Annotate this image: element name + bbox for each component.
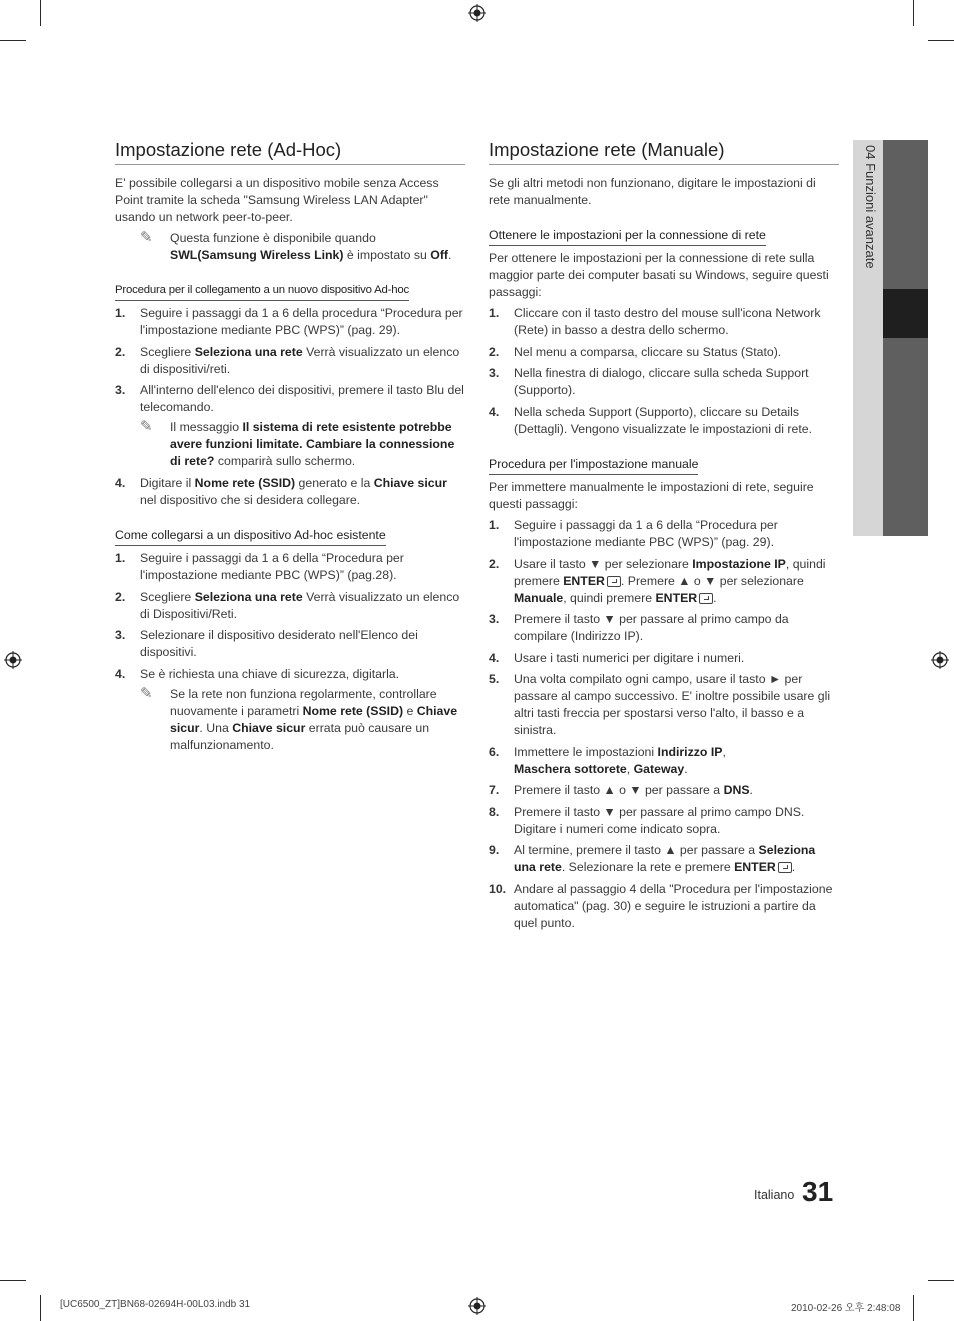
crop-mark <box>928 1280 954 1281</box>
list-item: 8. Premere il tasto ▼ per passare al primo campo DNS. Digitare i numeri come indicato sopra. <box>489 804 805 836</box>
note: ✎ Se la rete non funziona regolarmente, controllare nuovamente i parametri Nome rete (SSID) e Chiave sicur. Una Chiave sicur errata può causare un malfunzionamento. <box>140 684 458 752</box>
list-item: 3. Premere il tasto ▼ per passare al primo campo da compilare (Indirizzo IP). <box>489 612 789 643</box>
steps-existing-device <box>115 550 465 754</box>
pencil-note-icon: ✎ <box>140 229 153 246</box>
crop-mark <box>913 0 914 26</box>
list-item: 1. Seguire i passaggi da 1 a 6 della “Procedura per l'impostazione mediante PBC (WPS)” (pag.28). <box>115 551 404 582</box>
steps-new-device <box>115 305 465 509</box>
intro-text: Se gli altri metodi non funzionano, digitare le impostazioni di rete manualmente. <box>489 176 816 207</box>
list-item: 6. Immettere le impostazioni Indirizzo IP, Maschera sottorete, Gateway. <box>489 744 726 776</box>
subheading-get-settings: Ottenere le impostazioni per la connessione di rete <box>489 227 766 246</box>
crop-mark <box>40 0 41 26</box>
page-number: 31 <box>802 1176 834 1207</box>
subheading-new-device: Procedura per il collegamento a un nuovo dispositivo Ad-hoc <box>115 282 409 301</box>
crop-mark <box>0 40 26 41</box>
right-column <box>489 138 839 936</box>
intro-text: E' possibile collegarsi a un dispositivo mobile senza Access Point tramite la scheda "Samsung Wireless LAN Adapter" usando un network peer-to-peer. <box>115 176 439 224</box>
list-item: 2. Scegliere Seleziona una rete Verrà visualizzato un elenco di dispositivi/reti. <box>115 344 460 376</box>
note: ✎ Il messaggio Il sistema di rete esistente potrebbe avere funzioni limitate. Cambiare la connessione di rete? comparirà sullo schermo. <box>140 418 455 468</box>
paragraph: Per immettere manualmente le impostazioni di rete, seguire questi passaggi: <box>489 480 814 511</box>
side-tab-dark <box>883 140 928 536</box>
enter-key-icon <box>607 576 621 587</box>
pencil-note-icon: ✎ <box>140 418 153 435</box>
print-date: 2010-02-26 오후 2:48:08 <box>791 1303 901 1314</box>
registration-mark-icon <box>4 651 22 669</box>
crop-mark <box>928 40 954 41</box>
print-file-info: [UC6500_ZT]BN68-02694H-00L03.indb 31 <box>60 1299 251 1310</box>
list-item: 7. Premere il tasto ▲ o ▼ per passare a DNS. <box>489 783 753 797</box>
chapter-label: 04 Funzioni avanzate <box>863 145 878 269</box>
list-item: 4. Se è richiesta una chiave di sicurezza, digitarla. ✎ Se la rete non funziona regolarmente, controllare nuovamente i parametri Nome rete (SSID) e Chiave sicur. Una Chiave sicur errata può causare un malfunzionamento. <box>115 666 465 754</box>
registration-mark-icon <box>931 651 949 669</box>
list-item: 4. Digitare il Nome rete (SSID) generato e la Chiave sicur nel dispositivo che si desidera collegare. <box>115 475 447 507</box>
list-item: 4. Usare i tasti numerici per digitare i numeri. <box>489 650 745 665</box>
list-item: 10. Andare al passaggio 4 della "Procedura per l'impostazione automatica" (pag. 30) e seguire le istruzioni a partire da quel punto. <box>489 881 833 930</box>
list-item: 1. Cliccare con il tasto destro del mouse sull'icona Network (Rete) in basso a destra dello schermo. <box>489 306 821 337</box>
paragraph: Per ottenere le impostazioni per la connessione di rete sulla maggior parte dei computer basati su Windows, seguire questi passaggi: <box>489 251 829 299</box>
list-item: 2. Usare il tasto ▼ per selezionare Impostazione IP, quindi premere ENTER . Premere ▲ o ▼ per selezionare Manuale, quindi premere ENTER . <box>489 556 826 605</box>
steps-manual-procedure <box>489 517 839 932</box>
subheading-manual-procedure: Procedura per l'impostazione manuale <box>489 456 698 475</box>
pencil-note-icon: ✎ <box>140 684 153 702</box>
list-item: 2. Nel menu a comparsa, cliccare su Status (Stato). <box>489 344 782 359</box>
language-label: Italiano <box>754 1188 795 1202</box>
crop-mark <box>0 1280 26 1281</box>
list-item: 9. Al termine, premere il tasto ▲ per passare a Seleziona una rete. Selezionare la rete e premere ENTER . <box>489 843 816 874</box>
list-item: 1. Seguire i passaggi da 1 a 6 della “Procedura per l'impostazione mediante PBC (WPS)” (pag. 29). <box>489 518 778 549</box>
crop-mark <box>913 1295 914 1321</box>
list-item: 3. Nella finestra di dialogo, cliccare sulla scheda Support (Supporto). <box>489 366 809 397</box>
enter-key-icon <box>778 862 792 873</box>
enter-key-icon <box>699 593 713 604</box>
subheading-existing-device: Come collegarsi a un dispositivo Ad-hoc esistente <box>115 527 386 546</box>
list-item: 5. Una volta compilato ogni campo, usare il tasto ► per passare al campo successivo. E' inoltre possibile usare gli altri tasti freccia per spostarsi verso l'alto, il basso e a sinistra. <box>489 672 831 737</box>
section-title-adhoc: Impostazione rete (Ad-Hoc) <box>115 138 465 165</box>
list-item: 3. All'interno dell'elenco dei dispositivi, premere il tasto Blu del telecomando. ✎ Il messaggio Il sistema di rete esistente potrebbe avere funzioni limitate. Cambiare la connessione di rete? comparirà sullo schermo. <box>115 383 464 468</box>
list-item: 2. Scegliere Seleziona una rete Verrà visualizzato un elenco di Dispositivi/Reti. <box>115 589 460 621</box>
note: ✎ Questa funzione è disponibile quando SWL(Samsung Wireless Link) è impostato su Off. <box>140 229 452 262</box>
crop-mark <box>40 1295 41 1321</box>
list-item: 1. Seguire i passaggi da 1 a 6 della procedura “Procedura per l'impostazione mediante PBC (WPS)” (pag. 29). <box>115 306 463 337</box>
side-tab-active-marker <box>883 289 928 338</box>
list-item: 4. Nella scheda Support (Supporto), cliccare su Details (Dettagli). Vengono visualizzate le impostazioni di rete. <box>489 404 813 436</box>
registration-mark-icon <box>468 4 486 22</box>
section-title-manual: Impostazione rete (Manuale) <box>489 138 839 165</box>
left-column <box>115 138 465 758</box>
list-item: 3. Selezionare il dispositivo desiderato nell'Elenco dei dispositivi. <box>115 628 418 659</box>
steps-get-settings <box>489 305 839 438</box>
registration-mark-icon <box>468 1297 486 1315</box>
